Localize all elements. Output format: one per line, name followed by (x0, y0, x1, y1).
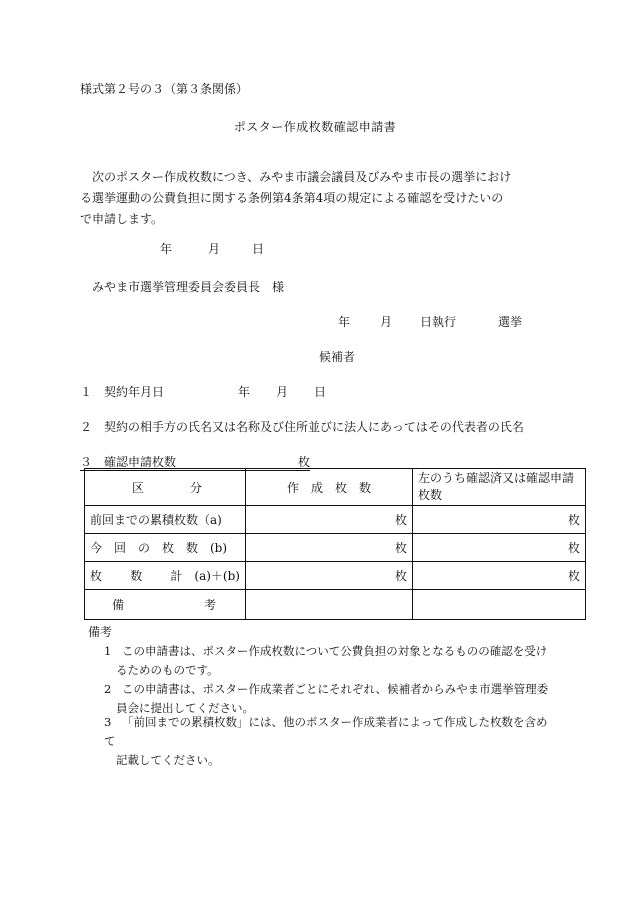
note-2-line-2: 員会に提出してください。 (116, 701, 254, 715)
header-confirmed (413, 469, 586, 506)
header-category-a: 区 (132, 480, 145, 495)
count-table (84, 468, 586, 620)
remarks-label-a: 備 (112, 598, 125, 612)
election-day-exec: 日執行 (420, 315, 457, 329)
total-label-c: 計 (a)＋(b) (170, 569, 240, 583)
remarks-label (85, 590, 246, 620)
contract-day: 日 (314, 385, 327, 399)
remarks-created-cell (246, 590, 413, 620)
election-year: 年 (338, 315, 351, 329)
table-row (85, 534, 586, 562)
header-confirmed-line-1: 左のうち確認済又は確認申請 (418, 471, 575, 485)
date-day: 日 (252, 242, 265, 256)
row-current-confirmed-unit: 枚 (413, 534, 586, 562)
notes-title: 備考 (88, 625, 113, 639)
row-label-previous: 前回までの累積枚数（a) (85, 506, 246, 534)
contract-label: １ 契約年月日 (80, 385, 165, 399)
remarks-confirmed-cell (413, 590, 586, 620)
intro-line-3: で申請します。 (80, 212, 164, 226)
row-current-created-unit: 枚 (246, 534, 413, 562)
contract-date-line (80, 383, 326, 400)
election-name: 選挙 (498, 315, 523, 329)
header-category (85, 469, 246, 506)
table-row (85, 562, 586, 590)
note-1-line-1: この申請書は、ポスター作成枚数について公費負担の対象となるものの確認を受け (122, 644, 548, 658)
table-row (85, 506, 586, 534)
contract-year: 年 (238, 385, 251, 399)
row-previous-created-unit: 枚 (246, 506, 413, 534)
note-2-line-1: この申請書は、ポスター作成業者ごとにそれぞれ、候補者からみやま市選挙管理委 (122, 682, 549, 696)
note-3-line-1: 「前回までの累積枚数」には、他のポスター作成業者によって作成した枚数を含めて (104, 715, 548, 748)
note-2-number: 2 (104, 682, 112, 696)
row-total-created-unit: 枚 (246, 562, 413, 590)
date-month: 月 (208, 242, 221, 256)
note-3-line-2: 記載してください。 (116, 753, 220, 767)
intro-line-1: 次のポスター作成枚数につき、みやま市議会議員及びみやま市長の選挙におけ (92, 170, 512, 184)
note-3-number: 3 (104, 715, 112, 729)
date-year: 年 (160, 242, 173, 256)
intro-paragraph (80, 167, 560, 230)
table-header-row (85, 469, 586, 506)
election-month: 月 (380, 315, 393, 329)
row-total-confirmed-unit: 枚 (413, 562, 586, 590)
note-3 (104, 713, 556, 770)
table-remarks-row (85, 590, 586, 620)
remarks-label-b: 考 (203, 598, 216, 612)
election-line (338, 313, 522, 330)
header-created: 作 成 枚 数 (246, 469, 413, 506)
contract-party-label: ２ 契約の相手方の氏名又は名称及び住所並びに法人にあってはその代表者の氏名 (80, 420, 524, 434)
total-label-a: 枚 (90, 569, 103, 583)
document-title: ポスター作成枚数確認申請書 (233, 120, 397, 134)
addressee: みやま市選挙管理委員会委員長 様 (92, 280, 285, 294)
note-1-line-2: るためのものです。 (116, 663, 219, 677)
note-1-number: 1 (104, 644, 112, 658)
header-category-b: 分 (189, 480, 202, 495)
row-label-total (85, 562, 246, 590)
note-1 (104, 642, 556, 680)
intro-line-2: る選挙運動の公費負担に関する条例第4条第4項の規定による確認を受けたいの (80, 191, 504, 205)
candidate-label: 候補者 (319, 350, 356, 364)
count-label: ３ 確認申請枚数 (80, 453, 298, 471)
total-label-b: 数 (130, 569, 143, 583)
form-number: 様式第２号の３（第３条関係） (80, 82, 249, 96)
application-date (160, 240, 264, 257)
header-confirmed-line-2: 枚数 (418, 488, 443, 502)
row-label-current: 今 回 の 枚 数 (b) (85, 534, 246, 562)
count-unit: 枚 (298, 455, 311, 469)
row-previous-confirmed-unit: 枚 (413, 506, 586, 534)
contract-month: 月 (276, 385, 289, 399)
